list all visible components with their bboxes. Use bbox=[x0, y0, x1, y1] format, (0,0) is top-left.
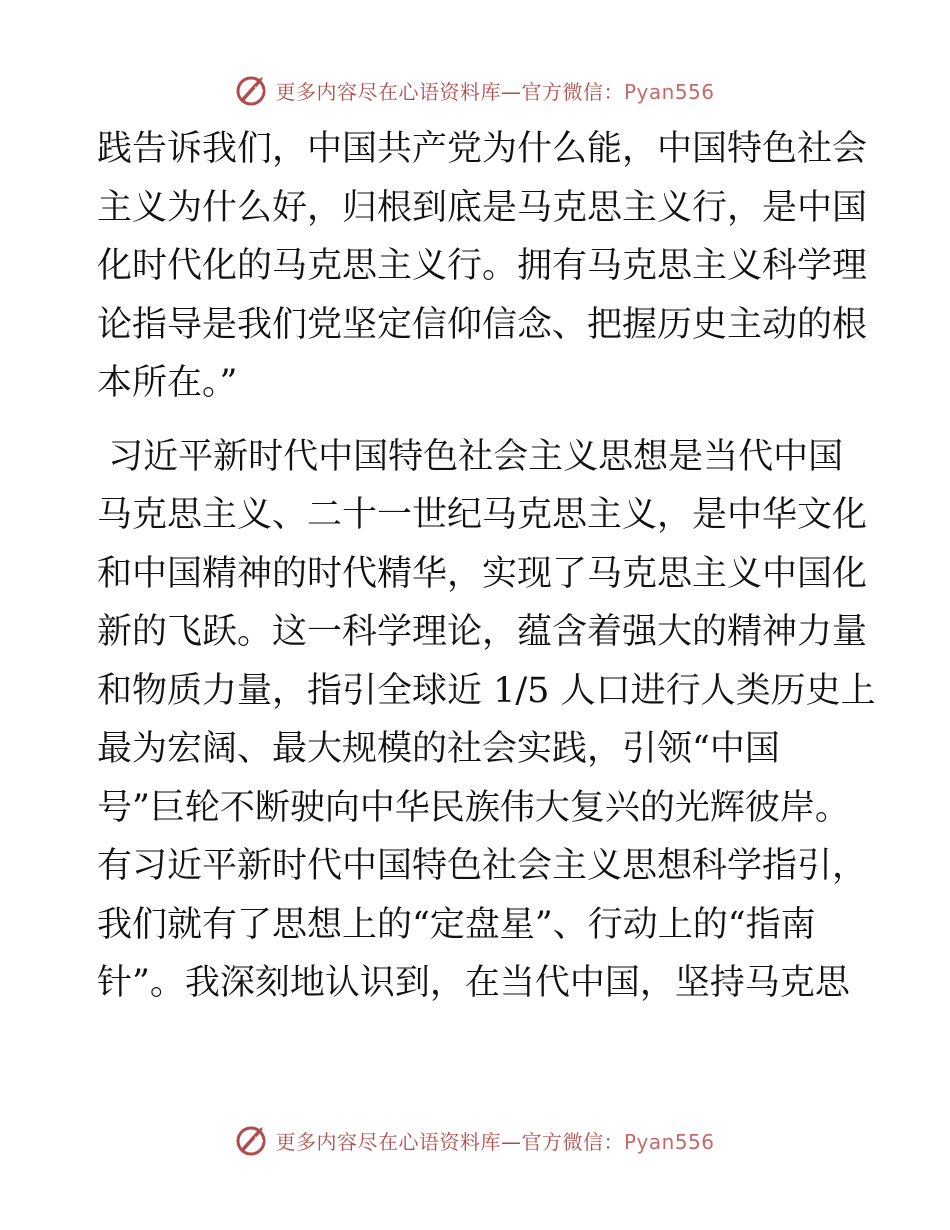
header-contact: Pyan556 bbox=[623, 79, 715, 104]
header-banner-text bbox=[275, 76, 714, 105]
text-line: 践告诉我们，中国共产党为什么能，中国特色社会 bbox=[97, 129, 868, 169]
paragraph-gap bbox=[97, 413, 857, 428]
footer-banner bbox=[0, 1120, 950, 1160]
quill-logo-icon bbox=[235, 1123, 269, 1157]
footer-banner-text bbox=[275, 1126, 714, 1155]
text-line: 本所在。” bbox=[97, 363, 238, 403]
text-line: 针”。我深刻地认识到，在当代中国，坚持马克思 bbox=[97, 963, 850, 1003]
document-body bbox=[97, 120, 876, 1013]
paragraph-2 bbox=[97, 428, 876, 1013]
text-line: 主义为什么好，归根到底是马克思主义行，是中国 bbox=[97, 187, 868, 228]
header-banner bbox=[0, 70, 950, 110]
paragraph-1 bbox=[97, 120, 868, 413]
footer-banner-label: 更多内容尽在心语资料库—官方微信： bbox=[275, 1129, 624, 1154]
text-line: 和中国精神的时代精华，实现了马克思主义中国化 bbox=[97, 553, 868, 594]
text-line: 论指导是我们党坚定信仰信念、把握历史主动的根 bbox=[97, 304, 868, 345]
text-line: 和物质力量，指引全球近 1/5 人口进行人类历史上 bbox=[97, 670, 876, 711]
text-line: 有习近平新时代中国特色社会主义思想科学指引， bbox=[97, 846, 868, 886]
text-line: 新的飞跃。这一科学理论，蕴含着强大的精神力量 bbox=[97, 612, 868, 652]
text-line: 习近平新时代中国特色社会主义思想是当代中国 bbox=[97, 436, 844, 477]
text-line: 号”巨轮不断驶向中华民族伟大复兴的光辉彼岸。 bbox=[97, 787, 850, 828]
text-line: 最为宏阔、最大规模的社会实践，引领“中国 bbox=[97, 729, 780, 769]
text-line: 马克思主义、二十一世纪马克思主义，是中华文化 bbox=[97, 495, 868, 535]
text-line: 化时代化的马克思主义行。拥有马克思主义科学理 bbox=[97, 246, 868, 286]
footer-contact: Pyan556 bbox=[623, 1129, 715, 1154]
header-banner-label: 更多内容尽在心语资料库—官方微信： bbox=[275, 79, 624, 104]
quill-logo-icon bbox=[235, 73, 269, 107]
text-line: 我们就有了思想上的“定盘星”、行动上的“指南 bbox=[97, 904, 816, 945]
